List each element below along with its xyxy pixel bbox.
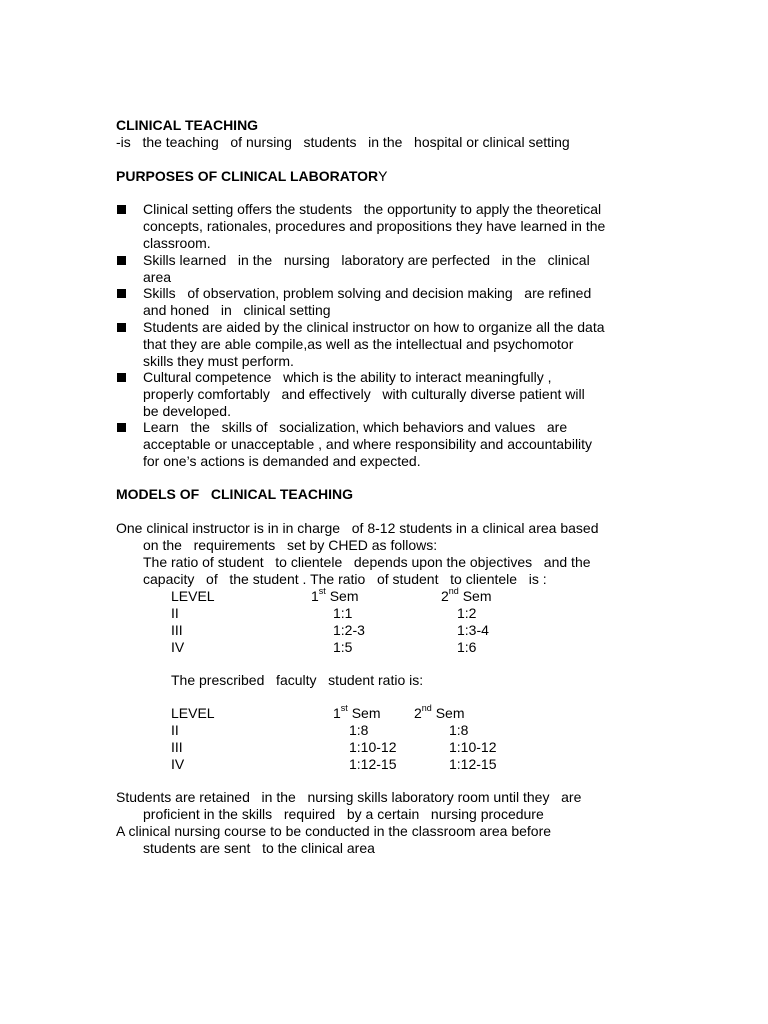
purpose-line: Students are aided by the clinical instructor on how to organize all the data	[143, 319, 605, 335]
table-cell-level: II	[171, 605, 179, 621]
table-cell-sem2: 1:2	[457, 605, 477, 621]
table-cell-sem1: 1:10-12	[349, 739, 397, 755]
table-cell-sem2: 1:10-12	[449, 739, 497, 755]
purpose-line: be developed.	[143, 403, 231, 419]
table-header-sem1: 1st Sem	[311, 586, 359, 604]
closing-paragraph: students are sent to the clinical area	[143, 840, 375, 856]
table-cell-sem1: 1:5	[333, 639, 353, 655]
square-bullet-icon	[117, 256, 126, 265]
purpose-line: and honed in clinical setting	[143, 302, 331, 318]
purpose-line: properly comfortably and effectively with culturally diverse patient will	[143, 386, 585, 402]
closing-paragraph: A clinical nursing course to be conducted in the classroom area before	[116, 823, 552, 839]
purpose-line: classroom.	[143, 235, 211, 251]
table-header-level: LEVEL	[171, 588, 215, 604]
definition-text: -is the teaching of nursing students in the hospital or clinical setting	[116, 134, 570, 150]
purposes-heading-tail: Y	[378, 168, 388, 184]
purpose-line: for one’s actions is demanded and expected.	[143, 453, 421, 469]
table-cell-sem2: 1:8	[449, 722, 469, 738]
faculty-ratio-intro: The prescribed faculty student ratio is:	[171, 672, 424, 688]
table-cell-level: IV	[171, 639, 185, 655]
models-paragraph: on the requirements set by CHED as follows:	[143, 537, 438, 553]
table-header-sem1: 1st Sem	[333, 703, 381, 721]
purpose-line: skills they must perform.	[143, 353, 294, 369]
purpose-line: Clinical setting offers the students the opportunity to apply the theoretical	[143, 201, 602, 217]
table-cell-sem1: 1:2-3	[333, 622, 365, 638]
purpose-line: area	[143, 269, 172, 285]
table-header-sem2: 2nd Sem	[441, 586, 492, 604]
models-paragraph: One clinical instructor is in in charge of 8-12 students in a clinical area based	[116, 520, 599, 536]
purposes-heading-main: PURPOSES OF CLINICAL LABORATOR	[116, 168, 379, 184]
square-bullet-icon	[117, 373, 126, 382]
purposes-heading	[116, 168, 387, 185]
purpose-line: acceptable or unacceptable , and where responsibility and accountability	[143, 436, 593, 452]
closing-paragraph: proficient in the skills required by a certain nursing procedure	[143, 806, 544, 822]
table-header-level: LEVEL	[171, 705, 215, 721]
purpose-line: Cultural competence which is the ability to interact meaningfully ,	[143, 369, 552, 385]
table-cell-sem1: 1:12-15	[349, 756, 397, 772]
table-cell-level: III	[171, 739, 183, 755]
table-cell-level: IV	[171, 756, 185, 772]
table-cell-sem2: 1:12-15	[449, 756, 497, 772]
table-cell-sem2: 1:3-4	[457, 622, 489, 638]
square-bullet-icon	[117, 205, 126, 214]
closing-paragraph: Students are retained in the nursing skills laboratory room until they are	[116, 789, 582, 805]
document-title: CLINICAL TEACHING	[116, 117, 259, 133]
ratio-intro: The ratio of student to clientele depends upon the objectives and the	[143, 554, 591, 570]
square-bullet-icon	[117, 423, 126, 432]
ratio-intro: capacity of the student . The ratio of student to clientele is :	[143, 571, 547, 587]
purpose-line: Skills learned in the nursing laboratory are perfected in the clinical	[143, 252, 590, 268]
models-heading: MODELS OF CLINICAL TEACHING	[116, 486, 353, 502]
table-cell-level: II	[171, 722, 179, 738]
square-bullet-icon	[117, 289, 126, 298]
square-bullet-icon	[117, 323, 126, 332]
table-cell-level: III	[171, 622, 183, 638]
table-cell-sem1: 1:8	[349, 722, 369, 738]
table-cell-sem1: 1:1	[333, 605, 353, 621]
table-cell-sem2: 1:6	[457, 639, 477, 655]
purpose-line: that they are able compile,as well as the intellectual and psychomotor	[143, 336, 574, 352]
table-header-sem2: 2nd Sem	[414, 703, 465, 721]
purpose-line: concepts, rationales, procedures and propositions they have learned in the	[143, 218, 606, 234]
purpose-line: Skills of observation, problem solving and decision making are refined	[143, 285, 592, 301]
purpose-line: Learn the skills of socialization, which behaviors and values are	[143, 419, 568, 435]
